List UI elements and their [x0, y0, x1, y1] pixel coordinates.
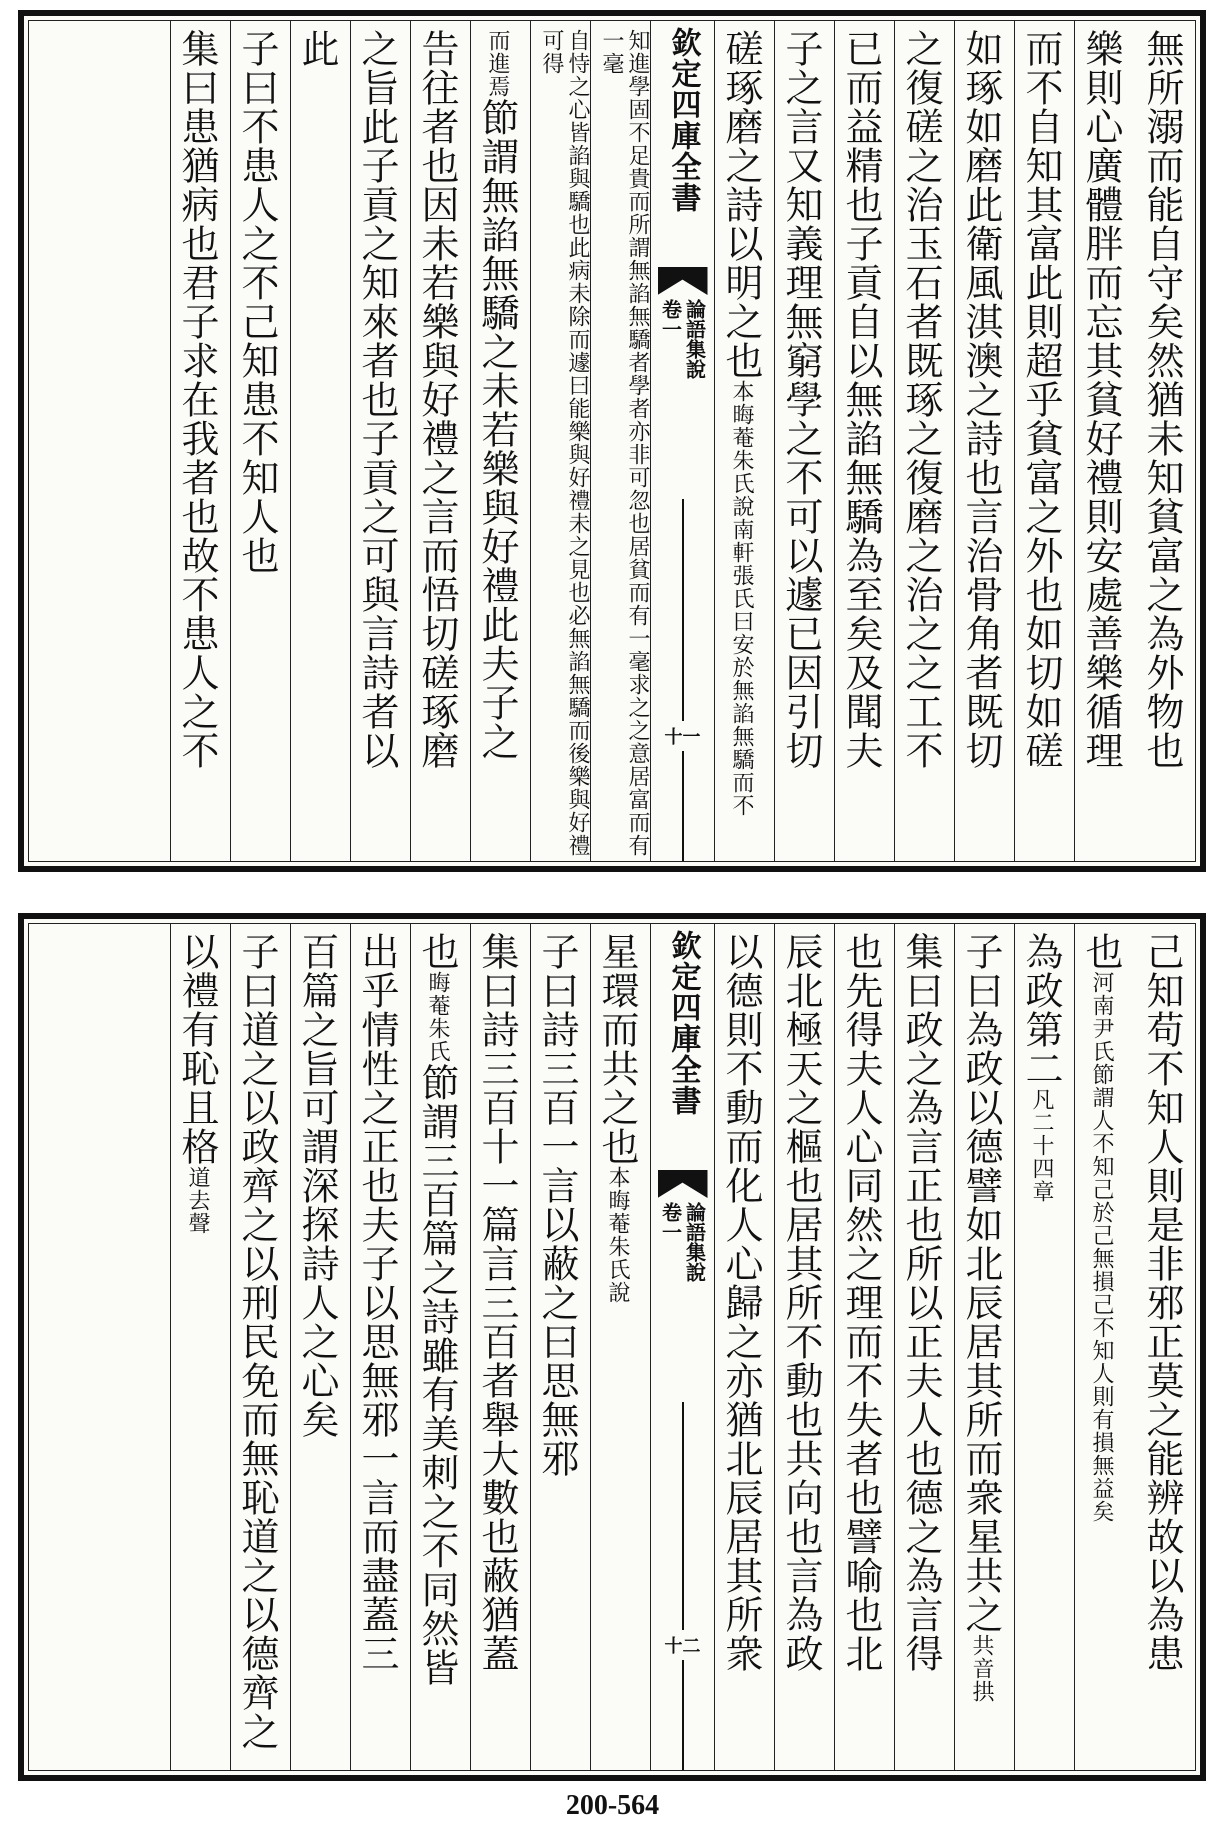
text-column: 之旨此子貢之知來者也子貢之可與言詩者以 [350, 21, 410, 861]
text-column [410, 924, 470, 1770]
text-column [1014, 924, 1074, 1770]
text-column: 告往者也因未若樂與好禮之言而悟切磋琢磨 [410, 21, 470, 861]
text-column: 如琢如磨此衛風淇澳之詩也言治骨角者既切 [954, 21, 1014, 861]
text-column [1074, 924, 1134, 1770]
commentary-note: 本晦菴朱氏說 [605, 1166, 630, 1304]
text-column [954, 924, 1014, 1770]
text-column: 已而益精也子貢自以無諂無驕為至矣及聞夫 [834, 21, 894, 861]
commentary-note: 共音 [969, 1634, 994, 1680]
commentary-column: 知進學固不足貴而所謂無諂無驕者學者亦非可忽也居貧而有一毫求之之意居富而有一毫 [590, 21, 650, 861]
text-column: 以德則不動而化人心歸之亦猶北辰居其所衆 [714, 924, 774, 1770]
text-column: 無所溺而能自守矣然猶未知貧富之為外物也 [1140, 29, 1184, 770]
commentary-note: 晦菴朱氏 [425, 971, 450, 1063]
commentary-note: 河南尹氏節謂人不知己於己無損己不知人則有損無益矣 [1089, 971, 1114, 1523]
commentary-note: 聲 [185, 1212, 210, 1235]
work-title: 論語集說 [682, 1202, 707, 1282]
main-text: 節謂無諂無驕之未若樂與好禮此夫子之 [475, 98, 519, 761]
main-text: 磋琢磨之詩以明之也 [719, 29, 763, 380]
text-column: 集曰政之為言正也所以正夫人也德之為言得 [894, 924, 954, 1770]
main-text: 以禮有恥且格 [175, 932, 219, 1166]
fish-tail-icon [658, 267, 708, 295]
top-page [18, 10, 1206, 872]
main-text: 星環而共之也 [595, 932, 639, 1166]
commentary-note: 本晦菴朱氏說南軒張氏曰安於無諂無驕而不 [729, 380, 754, 817]
commentary-note: 而進 [485, 29, 510, 75]
commentary-column: 自恃之心皆諂與驕也此病未除而遽曰能樂與好禮未之見也必無諂無驕而後樂與好禮可得 [530, 21, 590, 861]
text-column [590, 924, 650, 1770]
commentary-note: 凡二十四章 [1029, 1088, 1054, 1203]
book-title: 欽定四庫全書 [665, 27, 701, 213]
book-title: 欽定四庫全書 [665, 930, 701, 1116]
chapter-title: 為政第二 [1019, 932, 1063, 1088]
text-column [170, 924, 230, 1770]
text-column: 子曰詩三百一言以蔽之曰思無邪 [530, 924, 590, 1770]
text-column [470, 21, 530, 861]
gutter-line [682, 1660, 684, 1770]
leaf-number: 十二 [664, 1636, 701, 1657]
text-column: 此 [290, 21, 350, 861]
center-gutter [650, 924, 714, 1770]
text-column: 之復磋之治玉石者既琢之復磨之治之之工不 [894, 21, 954, 861]
main-text: 也 [1079, 932, 1123, 971]
leaf-number: 十一 [664, 727, 701, 748]
gutter-line [682, 499, 684, 721]
commentary-note: 道去 [185, 1166, 210, 1212]
gutter-line [682, 1402, 684, 1630]
commentary-note: 拱 [969, 1680, 994, 1703]
text-column: 辰北極天之樞也居其所不動也共向也言為政 [774, 924, 834, 1770]
text-column: 出乎情性之正也夫子以思無邪一言而盡蓋三 [350, 924, 410, 1770]
text-column: 也先得夫人心同然之理而不失者也譬喻也北 [834, 924, 894, 1770]
volume-label: 卷一 [658, 299, 683, 339]
text-column: 集曰詩三百十一篇言三百者舉大數也蔽猶蓋 [470, 924, 530, 1770]
text-column: 子曰不患人之不己知患不知人也 [230, 21, 290, 861]
main-text: 子曰為政以德譬如北辰居其所而衆星共之 [959, 932, 1003, 1634]
commentary-note: 焉 [485, 75, 510, 98]
text-column: 樂則心廣體胖而忘其貧好禮則安處善樂循理 [1074, 21, 1134, 861]
fish-tail-icon [658, 1170, 708, 1198]
volume-label: 卷一 [658, 1202, 683, 1242]
text-column [714, 21, 774, 861]
text-column: 集曰患猶病也君子求在我者也故不患人之不 [170, 21, 230, 861]
text-column: 子曰道之以政齊之以刑民免而無恥道之以德齊之 [230, 924, 290, 1770]
text-column: 而不自知其富此則超乎貧富之外也如切如磋 [1014, 21, 1074, 861]
center-gutter [650, 21, 714, 861]
text-column: 百篇之旨可謂深探詩人之心矣 [290, 924, 350, 1770]
bottom-page [18, 913, 1206, 1781]
scan-page-number: 200-564 [565, 1790, 660, 1821]
text-column: 子之言又知義理無窮學之不可以遽已因引切 [774, 21, 834, 861]
main-text: 也 [415, 932, 459, 971]
work-title: 論語集說 [682, 299, 707, 379]
text-column: 己知苟不知人則是非邪正莫之能辨故以為患 [1140, 932, 1184, 1673]
gutter-line [682, 751, 684, 861]
main-text: 節謂三百篇之詩雖有美刺之不同然皆 [415, 1063, 459, 1687]
